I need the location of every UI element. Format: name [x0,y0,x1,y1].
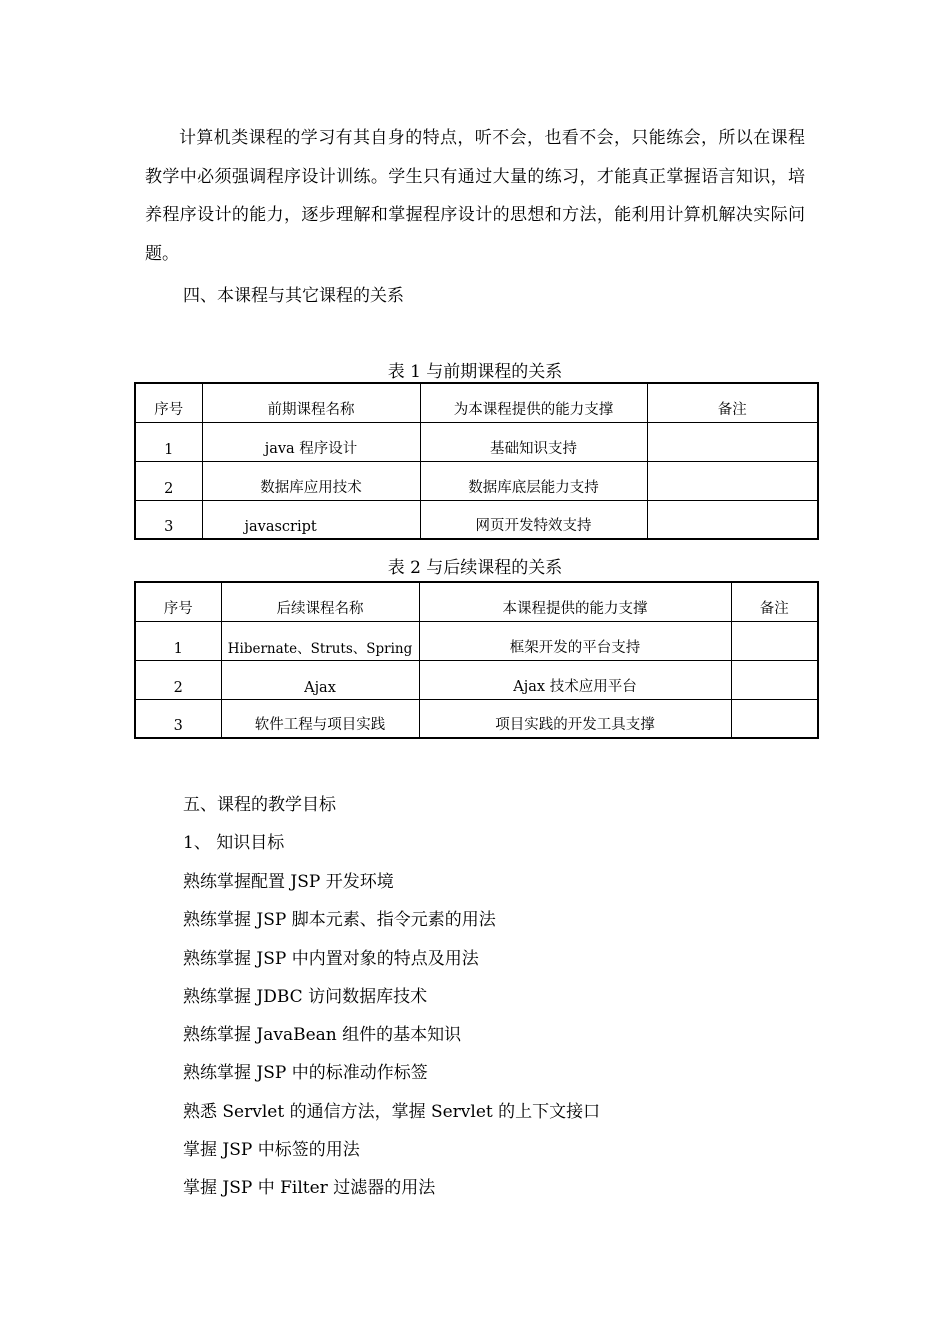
knowledge-item: 熟练掌握 JSP 中内置对象的特点及用法 [183,949,479,969]
knowledge-item: 掌握 JSP 中 Filter 过滤器的用法 [183,1178,436,1198]
knowledge-item: 熟练掌握 JavaBean 组件的基本知识 [183,1025,462,1045]
header-cell: 后续课程名称 [221,582,419,621]
table-cell: Hibernate、Struts、Spring [221,621,419,660]
table-cell: 2 [135,660,221,699]
header-cell: 序号 [135,383,202,422]
table-cell: java 程序设计 [202,422,420,461]
table-header-row [135,383,818,422]
table-cell: javascript [202,500,420,539]
knowledge-item: 熟悉 Servlet 的通信方法，掌握 Servlet 的上下文接口 [183,1102,601,1122]
prerequisite-courses-table [134,382,819,540]
table-cell [647,500,818,539]
table-row [135,699,818,738]
table-cell: 项目实践的开发工具支撑 [419,699,731,738]
table-row [135,461,818,500]
table-cell: 1 [135,621,221,660]
section-heading-teaching-goals: 五、课程的教学目标 [183,795,336,815]
table-row [135,422,818,461]
table-header-row [135,582,818,621]
header-cell: 为本课程提供的能力支撑 [420,383,647,422]
table-cell [647,422,818,461]
table-cell: 3 [135,699,221,738]
header-cell: 备注 [731,582,818,621]
table-cell: 2 [135,461,202,500]
knowledge-item: 熟练掌握 JSP 中的标准动作标签 [183,1063,428,1083]
header-cell: 前期课程名称 [202,383,420,422]
table2-caption: 表 2 与后续课程的关系 [387,558,563,578]
table-cell: 数据库应用技术 [202,461,420,500]
table-cell: 框架开发的平台支持 [419,621,731,660]
subsequent-courses-table [134,581,819,739]
section-heading-course-relations: 四、本课程与其它课程的关系 [183,286,404,306]
table-cell: Ajax [221,660,419,699]
table-row [135,500,818,539]
table-cell: 软件工程与项目实践 [221,699,419,738]
table1-caption: 表 1 与前期课程的关系 [387,362,563,382]
table-cell: 数据库底层能力支持 [420,461,647,500]
table-row [135,621,818,660]
table-cell [731,660,818,699]
subheading-knowledge-goals: 1、 知识目标 [183,833,285,853]
table-cell: 3 [135,500,202,539]
header-cell: 本课程提供的能力支撑 [419,582,731,621]
table-cell [731,621,818,660]
table-cell [647,461,818,500]
knowledge-item: 熟练掌握 JSP 脚本元素、指令元素的用法 [183,910,496,930]
table-cell: 网页开发特效支持 [420,500,647,539]
intro-paragraph: 计算机类课程的学习有其自身的特点，听不会，也看不会，只能练会，所以在课程教学中必须强调程序设计训练。学生只有通过大量的练习，才能真正掌握语言知识，培养程序设计的能力，逐步理解和掌握程序设计的思想和方法，能利用计算机解决实际问题。 [145,128,805,264]
header-cell: 序号 [135,582,221,621]
table-cell: 基础知识支持 [420,422,647,461]
header-cell: 备注 [647,383,818,422]
table-cell: 1 [135,422,202,461]
table-row [135,660,818,699]
knowledge-item: 熟练掌握配置 JSP 开发环境 [183,872,394,892]
table-cell [731,699,818,738]
knowledge-item: 熟练掌握 JDBC 访问数据库技术 [183,987,428,1007]
table-cell: Ajax 技术应用平台 [419,660,731,699]
knowledge-item: 掌握 JSP 中标签的用法 [183,1140,360,1160]
